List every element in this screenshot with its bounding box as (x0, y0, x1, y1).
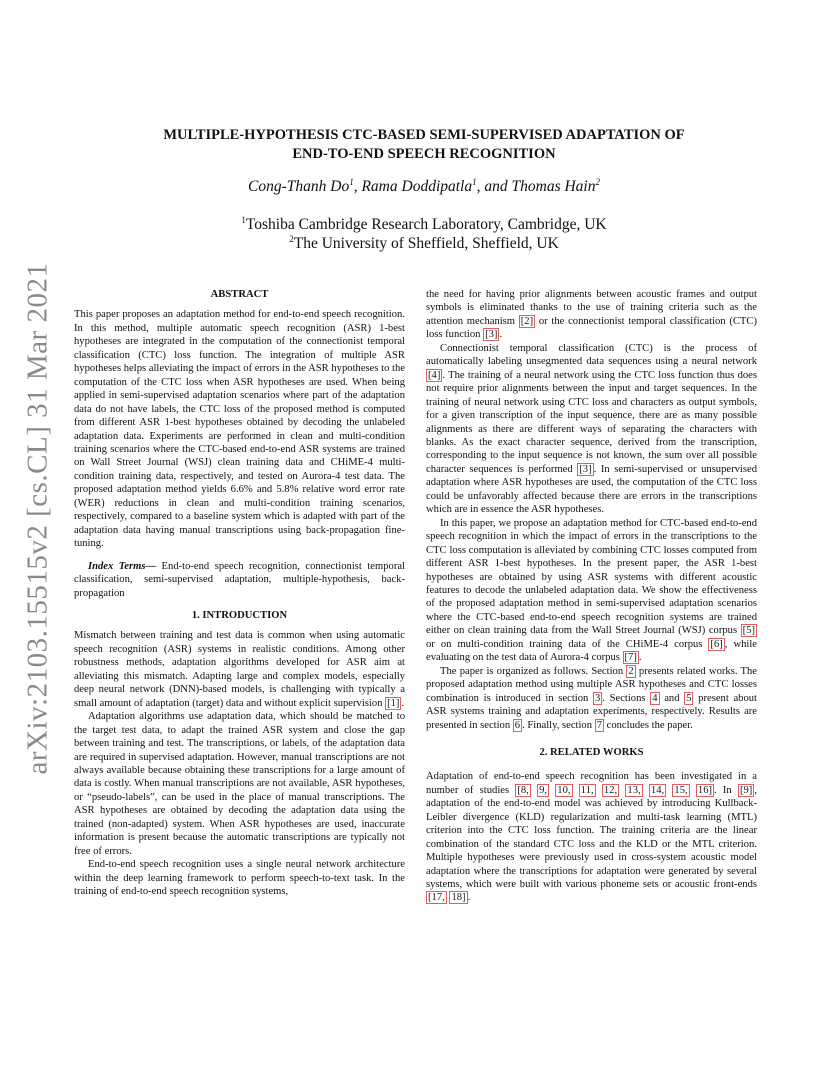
citation-link[interactable]: [9] (739, 784, 753, 796)
intro-paragraph-3: End-to-end speech recognition uses a single neural network architecture within the deep learning framework to perform speech-to-text task. In the training of end-to-end speech recognition systems, (74, 859, 405, 898)
intro-paragraph-1: Mismatch between training and test data is common when using automatic speech recognition (ASR) systems in realistic conditions. Among other robustness methods, adaptation algorithms developed for ASR aim at alleviating this mismatch. Adapting large and complex models, especially deep neural network (DNN)-based models, is challenging with typically a small amount of adaptation (target) data and without explicit supervision [1] . (74, 630, 405, 709)
author-2: Rama Doddipatla (361, 178, 473, 195)
intro-paragraph-4: Connectionist temporal classification (CTC) is the process of automatically labeling unsegmented data sequences using a neural network [4] . The training of a neural network using the CTC loss function thus does not require prior alignments between the input and target sequences. In the training of neural network using CTC loss and characters as output symbols, for a given transcription of the input sequence, there are as many possible alignments as there are different ways of separating the characters with blanks. As the exact character sequence, derived from the transcription, corresponding to the input sequence is not known, the sum over all possible character sequences is performed [3] . In semi-supervised or unsupervised adaptation where ASR hypotheses are used, the computation of the CTC loss could be unfavorably affected because there are errors in the transcriptions which are in essence the ASR hypotheses. (426, 342, 757, 516)
intro-heading: 1. INTRODUCTION (191, 609, 288, 621)
citation-link[interactable]: 10, (557, 784, 571, 796)
intro-paragraph-5: In this paper, we propose an adaptation method for CTC-based end-to-end speech recognition in which the impact of errors in the transcriptions to the CTC loss computation is alleviated by combining CTC losses computed from different ASR 1-best hypotheses. In the present paper, the ASR 1-best hypotheses are obtained by using ASR systems with different acoustic features to decode the unlabeled adaptation data. We show the effectiveness of the proposed adaptation method in semi-supervised adaptation scenarios where the CTC-based end-to-end speech recognition systems are trained either on clean training data from the Wall Street Journal (WSJ) corpus [5] or on multi-condition training data of the CHiME-4 corpus [6] , while evaluating on the test data of Aurora-4 corpus [7] . (426, 517, 757, 664)
index-terms (74, 560, 405, 600)
arxiv-stamp (18, 262, 58, 774)
citation-link[interactable]: 13, (627, 784, 641, 796)
citation-link[interactable]: [17, (428, 892, 445, 904)
section-link[interactable]: 4 (652, 692, 658, 704)
title-line-2: END-TO-END SPEECH RECOGNITION (292, 146, 556, 162)
citation-link[interactable]: 18] (451, 892, 466, 904)
related-works-heading: 2. RELATED WORKS (539, 746, 644, 758)
intro-paragraph-2: Adaptation algorithms use adaptation data, which should be matched to the target test data, to adapt the trained ASR system and close the gap between training and test. The transcriptions, or labels, of the adaptation data are required in supervised adaptation. However, manual transcriptions are not always available because obtaining these transcriptions for a large amount of data is costly. When manual transcriptions are not available, ASR hypotheses, or “pseudo-labels”, can be used in the place of manual transcriptions. The ASR hypotheses are obtained by decoding the adaptation data using the trained (non-adapted) system. When ASR hypotheses are used, inaccurate information is present because the automatic transcriptions are typically not free of errors. (74, 711, 405, 857)
paper-title (90, 126, 758, 164)
section-link[interactable]: 3 (595, 692, 601, 704)
citation-link[interactable]: 11, (580, 784, 594, 796)
section-link[interactable]: 6 (514, 719, 521, 731)
affiliation-2: $^2$The University of Sheffield, Sheffield, UK (289, 233, 559, 252)
affiliation-1: $^1$Toshiba Cambridge Research Laboratory, Cambridge, UK (241, 214, 607, 233)
author-3: Thomas Hain (511, 178, 596, 195)
citation-link[interactable]: [4] (428, 369, 441, 381)
citation-link[interactable]: [2] (520, 315, 534, 327)
author-2-affil: 1 (472, 176, 477, 187)
citation-link[interactable]: [8, (517, 784, 529, 796)
citation-link[interactable]: 16] (697, 784, 713, 796)
index-terms-text: End-to-end speech recognition, connectionist temporal classification, semi-supervised adaptation, multiple-hypothesis, back-propagation (74, 560, 405, 599)
citation-link[interactable]: 15, (674, 784, 688, 796)
citation-link[interactable]: 9, (539, 784, 548, 796)
section-link[interactable]: 7 (596, 719, 602, 731)
citation-link[interactable]: [7] (624, 652, 637, 664)
affiliations (90, 215, 758, 253)
section-link[interactable]: 5 (686, 692, 692, 704)
citation-link[interactable]: 14, (650, 784, 665, 796)
citation-link[interactable]: 12, (603, 784, 618, 796)
related-works-paragraph: Adaptation of end-to-end speech recognition has been investigated in a number of studies [8, 9, 10, 11, 12, 13, 14, 15, 16] . In [9] , adaptation of the end-to-end model was achieved by introducing Kullback-Leibler divergence (KLD) regularization and multi-task learning (MTL) criterion into the CTC loss function. The training criteria are the linear combination of the standard CTC loss and the KLD or the MTL criterion. Multiple hypotheses were previously used in cross-system acoustic model adaptation where the transcriptions for adaptation were generated by several systems, which were built with various phoneme sets or acoustic front-ends [17, 18] . (426, 771, 757, 904)
author-1-affil: 1 (349, 176, 354, 187)
arxiv-identifier: arXiv:2103.15515v2 [cs.CL] 31 Mar 2021 (21, 262, 54, 774)
intro-paragraph-3-cont: the need for having prior alignments between acoustic frames and output symbols is eliminated thanks to the use of training criteria such as the attention mechanism [2] or the connectionist temporal classification (CTC) loss function [3] . (426, 289, 757, 341)
right-column (426, 288, 757, 905)
abstract-text: This paper proposes an adaptation method for end-to-end speech recognition. In this method, multiple automatic speech recognition (ASR) 1-best hypotheses are integrated in the computation of the connectionist temporal classification (CTC) loss function. The integration of multiple ASR hypotheses helps alleviating the impact of errors in the ASR hypotheses to the computation of the CTC loss when ASR hypotheses are used. When being applied in semi-supervised adaptation scenarios where part of the adaptation data do not have labels, the CTC loss of the proposed method is computed from different ASR 1-best hypotheses obtained by decoding the unlabeled adaptation data. Experiments are performed in clean and multi-condition training scenarios where the CTC-based end-to-end ASR systems are trained on Wall Street Journal (WSJ) clean training data and CHiME-4 multi-condition training data, respectively, and tested on Aurora-4 test data. The proposed adaptation method yields 6.6% and 5.8% relative word error rate (WER) reductions in clean and multi-condition training scenarios, respectively, compared to a baseline system which is adapted with part of the adaptation data having manual transcriptions using back-propagation fine-tuning. (74, 309, 405, 550)
author-list: Cong-Thanh Do$^1$, Rama Doddipatla$^1$, and Thomas Hain$^2$ (248, 176, 600, 195)
citation-link[interactable]: [1] (387, 697, 400, 709)
author-1: Cong-Thanh Do (248, 178, 350, 195)
author-separator: , and (476, 178, 512, 195)
intro-paragraph-6: The paper is organized as follows. Section 2 presents related works. The proposed adaptation method using multiple ASR hypotheses and CTC losses combination is introduced in section 3 . Sections 4 and 5 present about ASR systems training and adaptation experiments, respectively. Results are presented in section 6 . Finally, section 7 concludes the paper. (426, 665, 757, 731)
index-terms-label: Index Terms— (88, 560, 157, 572)
citation-link[interactable]: [3] (485, 329, 498, 341)
citation-link[interactable]: [6] (710, 638, 723, 650)
citation-link[interactable]: [3] (579, 463, 592, 475)
title-line-1: MULTIPLE-HYPOTHESIS CTC-BASED SEMI-SUPERVISED ADAPTATION OF (163, 127, 685, 143)
left-column (74, 288, 405, 898)
author-3-affil: 2 (595, 176, 600, 187)
citation-link[interactable]: [5] (742, 625, 755, 637)
section-link[interactable]: 2 (628, 665, 634, 677)
abstract-heading: ABSTRACT (210, 289, 269, 300)
